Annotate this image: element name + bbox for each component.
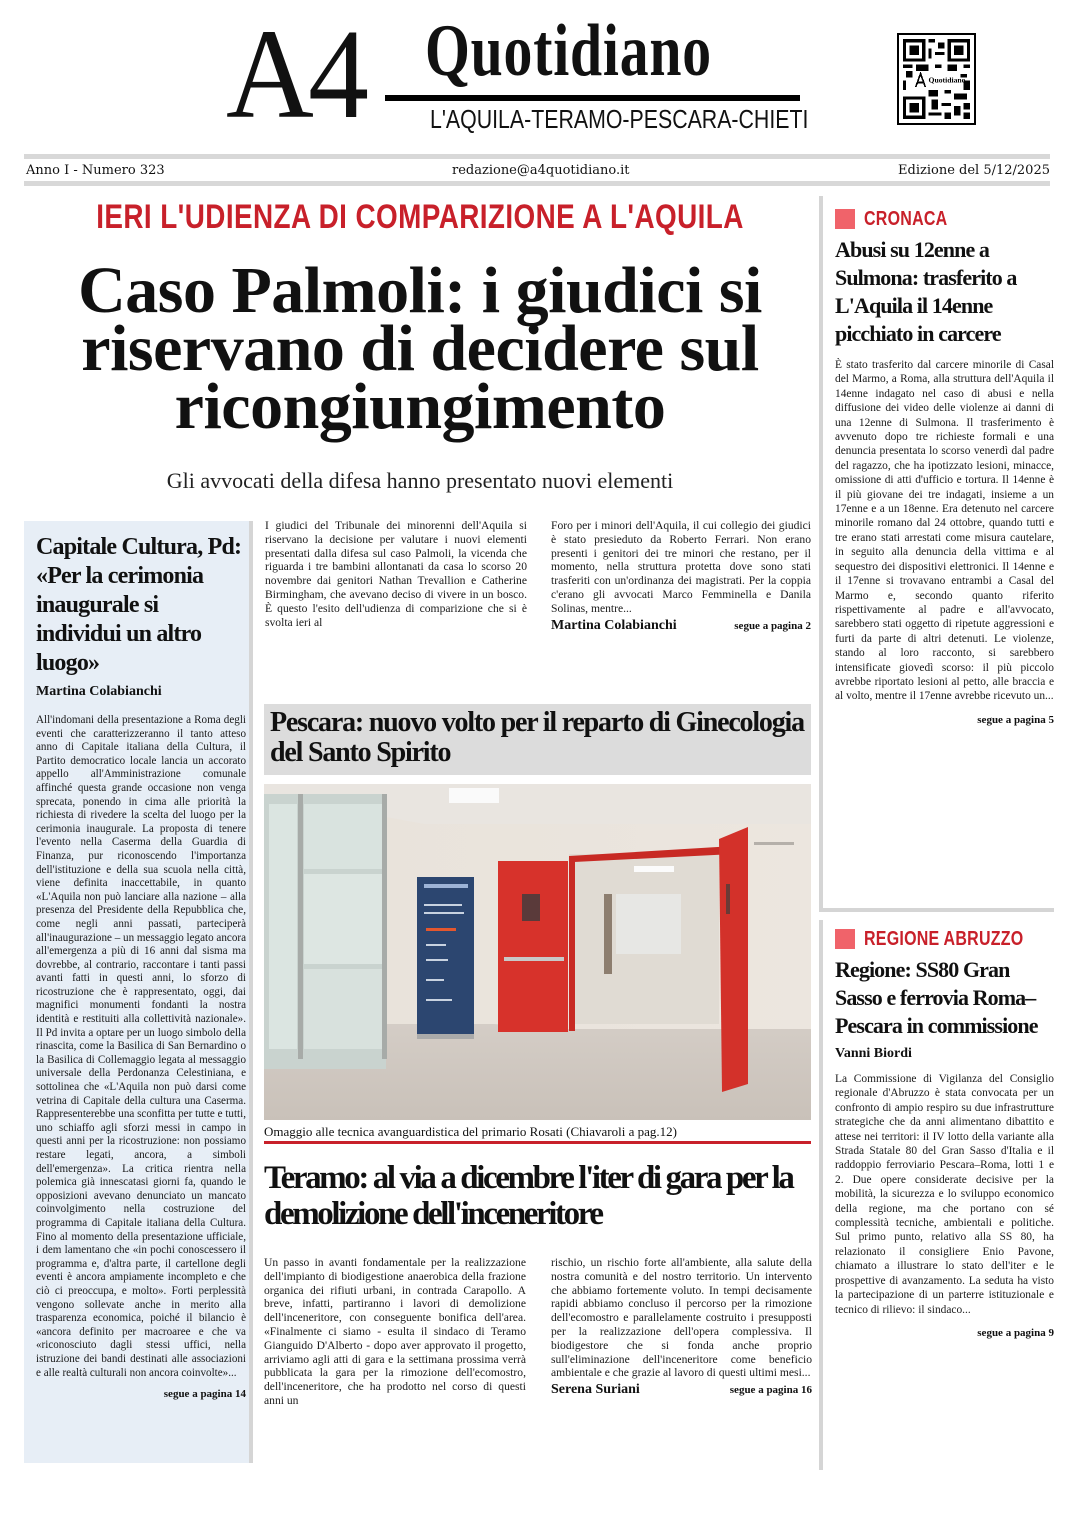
section-square-icon bbox=[835, 929, 855, 949]
teramo-byline: Serena Suriani bbox=[551, 1382, 640, 1398]
lead-byline: Martina Colabianchi bbox=[551, 617, 677, 633]
cronaca-headline[interactable]: Abusi su 12enne a Sulmona: trasferito a L'Aquila il 14enne picchiato in carcere bbox=[835, 237, 1017, 346]
cronaca-section-label: CRONACA bbox=[864, 207, 948, 230]
teramo-continue-link[interactable]: segue a pagina 16 bbox=[729, 1384, 812, 1397]
logo-name: Quotidiano bbox=[425, 10, 712, 92]
teramo-column-2-group bbox=[551, 1256, 812, 1398]
hospital-corridor-photo[interactable] bbox=[264, 784, 811, 1120]
regione-section-label: REGIONE ABRUZZO bbox=[864, 927, 1024, 950]
teramo-footer bbox=[551, 1382, 812, 1398]
qr-code-icon[interactable] bbox=[897, 33, 976, 125]
lead-kicker: IERI L'UDIENZA DI COMPARIZIONE A L'AQUILA bbox=[96, 198, 744, 236]
section-square-icon bbox=[835, 209, 855, 229]
qr-label: Quotidiano bbox=[928, 75, 966, 85]
lead-continue-link[interactable]: segue a pagina 2 bbox=[734, 619, 811, 632]
lead-headline[interactable]: Caso Palmoli: i giudici si riservano di decidere sul ricongiungimento bbox=[78, 254, 762, 443]
issue-number: Anno I - Numero 323 bbox=[26, 163, 165, 178]
pescara-header bbox=[264, 704, 811, 775]
lead-body-column-1: I giudici del Tribunale dei minorenni dell'Aquila si riservano la decisione per valutare i nuovi elementi presentati dalla difesa sul caso Palmoli, la vicenda che riguarda i tre bambini allontanati da casa lo scorso 20 novembre dai genitori Nathan Trevallion e Catherine Birmingham, che avevano deciso di vivere in un bosco. È questo l'esito dell'udienza di comparizione che si è svolta ieri al bbox=[265, 519, 527, 629]
teramo-body-column-1: Un passo in avanti fondamentale per la realizzazione dell'impianto di biodigestione anaerobica della frazione organica dei rifiuti urbani, in contrada Carapollo. A breve, infatti, partiranno i lavori di demolizione dell'inceneritore, con conseguente bonifica dell'area. «Finalmente ci siamo - esulta il sindaco di Teramo Gianguido D'Alberto - dopo aver approvato il progetto, arriviamo agli atti di gara e la settimana prossima verrà pubblicata la gara per la rimozione dell'ecomostro, dell'inceneritore, che ha prodotto nel corso di questi anni un bbox=[264, 1256, 526, 1407]
logo-cities: L'AQUILA-TERAMO-PESCARA-CHIETI bbox=[430, 104, 809, 134]
pescara-headline[interactable]: Pescara: nuovo volto per il reparto di Ginecologia del Santo Spirito bbox=[270, 707, 804, 768]
sidebar-continue-link[interactable]: segue a pagina 14 bbox=[163, 1388, 246, 1401]
cronaca-continue-link[interactable]: segue a pagina 5 bbox=[977, 713, 1054, 726]
teramo-body-column-2: rischio, un rischio forte all'ambiente, alla salute della nostra comunità e del nostro territorio. Un intervento che abbiamo fortemente voluto. In tempi decisamente rapidi abbiamo concluso il percorso per la rimozione dell'ecomostro e parallelamente costruito i presupposti per la realizzazione dell'opera complessiva. Il biodigestore che si fonda anche proprio sull'eliminazione dell'inceneritore come beneficio ambientale e che grazie al lavoro di questi ultimi mesi... bbox=[551, 1256, 812, 1380]
photo-caption: Omaggio alle tecnica avanguardistica del primario Rosati (Chiavaroli a pag.12) bbox=[264, 1124, 811, 1144]
logo-rule bbox=[385, 95, 800, 101]
lead-column-2-group bbox=[551, 519, 811, 634]
sidebar-capitale-cultura bbox=[24, 521, 253, 1463]
regione-byline: Vanni Biordi bbox=[835, 1046, 912, 1061]
qr-code-graphic bbox=[903, 39, 970, 119]
regione-box bbox=[819, 920, 1054, 1470]
masthead bbox=[0, 0, 1074, 150]
sidebar-body: All'indomani della presentazione a Roma degli eventi che caratterizzeranno il tanto atteso anno di Capitale italiana della Cultura, il Partito democratico locale lancia un accorato appello all'Amministrazione comunale affinché questa grande occasione non venga sprecata, ponendo in cima alle priorità la richiesta di rivedere la scelta del luogo per la cerimonia inaugurale. La proposta di tenere l'evento nella Caserma della Guardia di Finanza, pur riconoscendo l'importanza dell'istituzione e della sua scuola nella città, viene definita inaccettabile, in quanto «L'Aquila non può lanciare alla nazione – alla presenza del Presidente della Repubblica che, come negli anni passati, parteciperà all'inaugurazione – un messaggio legato ancora all'emergenza a più di 16 anni dal sisma ma dovrebbe, al contrario, raccontare i tanti passi avanti fatti in questi anni, lo sforzo di ricostruzione che è rappresentato, oggi, dai magnifici monumenti fondanti la nostra identità e restituiti alla collettività nazionale». Il Pd invita a optare per un luogo simbolo della rinascita, come la Basilica di San Bernardino o la Basilica di Collemaggio legata al messaggio universale della Perdonanza Celestiniana, e sottolinea che «L'Aquila non può darsi come vetrina di Capitale della cultura una Caserma. Rappresenterebbe una sconfitta per tutte e tutti, uno schiaffo agli sforzi messi in campo in questi anni per la ricostruzione: non possiamo restare legati, ancora, a simboli dell'emergenza». La critica rientra nella polemica già innescatasi giorni fa, quando le opposizioni avevano denunciato un mancato coinvolgimento nella costruzione del programma di Capitale italiana della Cultura. Fino al momento della presentazione ufficiale, i dem lamentano che «in pochi conoscessero il programma e, d'altra parte, il cartellone degli eventi è ancora ampiamente incompleto e che ciò ci preoccupa, e molto». Forti perplessità vengono sollevate anche in merito alla trasparenza economica, poiché il bilancio è «ancora definito per macroaree e che va «riconosciuto dagli stessi uffici, nella istruzione dei bandi destinati alle associazioni e alle realtà culturali non ancora coinvolte»... bbox=[36, 714, 246, 1379]
edition-bar bbox=[24, 154, 1050, 186]
regione-headline[interactable]: Regione: SS80 Gran Sasso e ferrovia Roma–Pescara in commissione bbox=[835, 957, 1038, 1038]
cronaca-box bbox=[819, 196, 1054, 912]
teramo-headline[interactable]: Teramo: al via a dicembre l'iter di gara per la demolizione dell'inceneritore bbox=[264, 1160, 793, 1232]
regione-continue-link[interactable]: segue a pagina 9 bbox=[977, 1326, 1054, 1339]
newsroom-email-link[interactable]: redazione@a4quotidiano.it bbox=[452, 163, 630, 178]
sidebar-headline[interactable]: Capitale Cultura, Pd: «Per la cerimonia inaugurale si individui un altro luogo» bbox=[36, 534, 242, 676]
lead-subtitle: Gli avvocati della difesa hanno presentato nuovi elementi bbox=[166, 468, 674, 493]
edition-date: Edizione del 5/12/2025 bbox=[898, 163, 1050, 178]
regione-body: La Commissione di Vigilanza del Consiglio regionale d'Abruzzo è stata convocata per un confronto di ampio respiro su due infrastrutture strategiche che da anni alimentano dibattito e attese nei territori: il IV lotto della variante alla Strada Statale 80 del Gran Sasso d'Italia e il raddoppio ferroviario Pescara–Roma, lotti 1 e 2. Due opere considerate decisive per la mobilità, la sicurezza e lo sviluppo economico della regione, ma che portano con sé complessità tecniche, ambientali e politiche. Sul primo punto, relativo alla SS 80, ha relazionato il consigliere Enio Pavone, chiamato a illustrare lo stato dell'iter e le prospettive di avanzamento. La seduta ha visto la partecipazione di un parterre istituzionale e tecnico di rilievo: il sindaco... bbox=[835, 1073, 1054, 1316]
lead-footer bbox=[551, 618, 811, 634]
sidebar-byline: Martina Colabianchi bbox=[36, 684, 162, 699]
lead-body-column-2: Foro per i minori dell'Aquila, il cui collegio dei giudici è stato presieduto da Roberto Ferrari. Non erano presenti i genitori dei tre minori che restano, per il momento, nella struttura protetta dove sono stati trasferiti con un'ordinanza dei magistrati. Per la coppia c'erano gli avvocati Marco Femminella e Danila Solinas, mentre... bbox=[551, 519, 811, 615]
regione-section-tag[interactable] bbox=[835, 928, 1050, 950]
cronaca-section-tag[interactable] bbox=[835, 208, 1050, 230]
logo-mark: A4 bbox=[226, 3, 364, 145]
cronaca-body: È stato trasferito dal carcere minorile di Casal del Marmo, a Roma, alla struttura dell'Aquila il 14enne indagato nel caso di abusi e nella diffusione dei video delle violenze ai danni di una 12enne di Sulmona. Il trasferimento è avvenuto dopo tre richieste formali e una denuncia presentata lo scorso venerdì dal padre del ragazzo, che ha ipotizzato lesioni, minacce, omissione di atti d'ufficio e tortura. Il 14enne è il più giovane dei tre indagati, insieme a un 17enne e a un 18enne. Era detenuto nel carcere minorile romano dal 24 ottobre, quando tutti e tre erano stati arrestati come misura cautelare, in seguito alla denuncia della vittima e al sequestro dei dispositivi elettronici. Il 14enne e il 17enne si trovavano entrambi a Casal del Marmo e, secondo quanto riferito rispettivamente al padre e all'avvocato, sarebbero stati oggetto di ripetute aggressioni e furti da parte di altri detenuti. Le violenze, stando al loro racconto, si sarebbero intensificate giovedì scorso: il più piccolo avrebbe riportato lesioni al petto, alle braccia e al volto, mentre il 17enne avrebbe ricevuto un... bbox=[835, 359, 1054, 703]
